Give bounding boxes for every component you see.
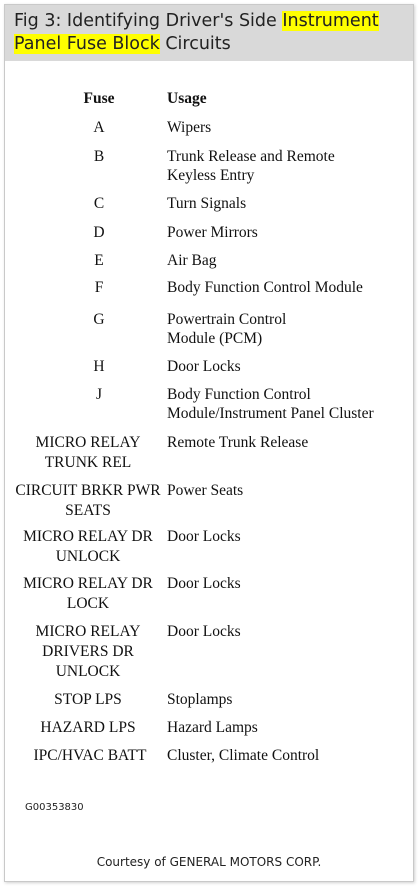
fuse-cell: IPC/HVAC BATT [33,747,147,764]
fuse-cell: J [95,386,103,403]
figure-panel [4,4,414,882]
usage-cell: Door Locks [167,623,241,640]
title-text-2: Circuits [159,34,231,54]
fuse-cell: A [93,119,105,136]
title-text-1: Fig 3: Identifying Driver's Side [14,11,283,31]
fuse-cell: MICRO RELAY DR UNLOCK [23,528,153,565]
figure-title [5,5,413,61]
fuse-cell: STOP LPS [54,691,122,708]
usage-cell: Powertrain Control Module (PCM) [167,311,287,347]
usage-cell: Trunk Release and Remote Keyless Entry [167,148,335,184]
title-highlight-2: Panel Fuse Block [14,34,160,54]
usage-cell: Body Function Control Module/Instrument Panel Cluster [167,386,374,422]
fuse-cell: E [94,252,104,269]
usage-cell: Air Bag [167,252,217,269]
fuse-cell: H [93,358,105,375]
usage-cell: Stoplamps [167,691,233,708]
usage-cell: Turn Signals [167,195,247,212]
fuse-cell: MICRO RELAY DR LOCK [23,575,153,612]
usage-cell: Wipers [167,119,212,136]
usage-cell: Power Seats [167,482,244,499]
usage-cell: Door Locks [167,575,241,592]
fuse-cell: D [93,224,105,241]
usage-cell: Hazard Lamps [167,719,258,736]
fuse-cell: MICRO RELAY DRIVERS DR UNLOCK [35,623,141,680]
column-header-usage: Usage [167,90,207,107]
usage-cell: Door Locks [167,528,241,545]
usage-cell: Door Locks [167,358,241,375]
figure-code: G00353830 [25,802,84,813]
fuse-cell: F [94,279,104,296]
fuse-cell: G [93,311,105,328]
fuse-cell: CIRCUIT BRKR PWR SEATS [15,482,161,519]
fuse-cell: MICRO RELAY TRUNK REL [35,434,141,471]
column-header-fuse: Fuse [83,90,115,107]
fuse-cell: B [93,148,105,165]
fuse-cell: HAZARD LPS [40,719,136,736]
usage-cell: Remote Trunk Release [167,434,309,451]
fuse-cell: C [93,195,105,212]
usage-cell: Body Function Control Module [167,279,363,296]
credit-line: Courtesy of GENERAL MOTORS CORP. [96,855,322,869]
title-highlight-1: Instrument [282,11,379,31]
usage-cell: Power Mirrors [167,224,258,241]
usage-cell: Cluster, Climate Control [167,747,320,764]
